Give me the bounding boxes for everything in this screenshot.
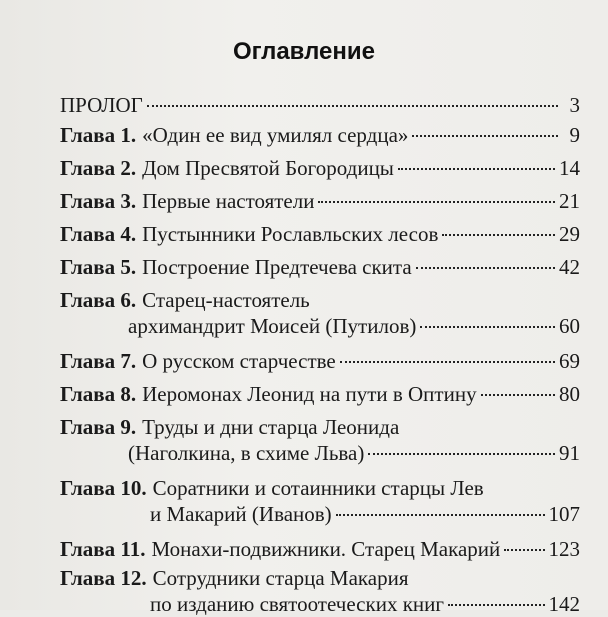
chapter-page: 142 — [548, 592, 580, 616]
toc-entry — [60, 348, 580, 374]
dot-leader — [340, 361, 555, 363]
chapter-title-continued: (Наголкина, в схиме Льва) — [128, 441, 365, 465]
chapter-number: Глава 4. — [60, 222, 137, 246]
toc-entry-page: 3 — [569, 93, 580, 117]
chapter-title-continued: по изданию святоотеческих книг — [150, 592, 444, 616]
dot-leader — [448, 604, 545, 606]
toc-entry — [60, 475, 580, 527]
toc-entry — [60, 287, 580, 339]
toc-entry — [60, 155, 580, 181]
chapter-number: Глава 1. — [60, 123, 137, 147]
chapter-title: Первые настоятели — [142, 189, 315, 213]
dot-leader — [398, 168, 555, 170]
toc-entry-title: ПРОЛОГ — [60, 93, 143, 117]
toc-entry — [60, 565, 580, 617]
toc-entry — [60, 414, 580, 466]
chapter-page: 80 — [559, 382, 580, 406]
dot-leader — [416, 267, 555, 269]
chapter-title: Дом Пресвятой Богородицы — [142, 156, 394, 180]
chapter-page: 107 — [548, 502, 580, 526]
chapter-page: 91 — [559, 441, 580, 465]
chapter-number: Глава 12. — [60, 566, 147, 590]
chapter-title-continued: и Макарий (Иванов) — [150, 502, 332, 526]
chapter-number: Глава 8. — [60, 382, 137, 406]
chapter-number: Глава 6. — [60, 288, 137, 312]
dot-leader — [420, 326, 555, 328]
dot-leader — [481, 394, 555, 396]
toc-entry — [60, 381, 580, 407]
toc-entry-prologue — [60, 92, 580, 118]
chapter-title: Монахи-подвижники. Старец Макарий — [151, 537, 501, 561]
dot-leader — [336, 514, 545, 516]
chapter-number: Глава 7. — [60, 349, 137, 373]
dot-leader — [504, 549, 544, 551]
chapter-title-continued: архимандрит Моисей (Путилов) — [128, 314, 417, 338]
chapter-title: «Один ее вид умилял сердца» — [142, 123, 409, 147]
chapter-page: 14 — [559, 156, 580, 180]
chapter-title: Соратники и сотаинники старцы Лев — [152, 476, 484, 500]
page-title: Оглавление — [233, 38, 375, 65]
chapter-page: 123 — [548, 537, 580, 561]
chapter-number: Глава 5. — [60, 255, 137, 279]
toc-entry — [60, 254, 580, 280]
chapter-page: 42 — [559, 255, 580, 279]
toc-entry — [60, 122, 580, 148]
chapter-title: Старец-настоятель — [142, 288, 310, 312]
chapter-page: 69 — [559, 349, 580, 373]
chapter-title: Пустынники Рославльских лесов — [142, 222, 439, 246]
toc-entry — [60, 536, 580, 562]
dot-leader — [318, 201, 555, 203]
chapter-title: Построение Предтечева скита — [142, 255, 412, 279]
chapter-page: 21 — [559, 189, 580, 213]
chapter-page: 29 — [559, 222, 580, 246]
chapter-number: Глава 10. — [60, 476, 147, 500]
chapter-number: Глава 3. — [60, 189, 137, 213]
dot-leader — [368, 453, 555, 455]
dot-leader — [147, 105, 558, 107]
chapter-number: Глава 11. — [60, 537, 146, 561]
toc-entry — [60, 188, 580, 214]
chapter-title: Труды и дни старца Леонида — [142, 415, 400, 439]
toc-entry — [60, 221, 580, 247]
chapter-page: 60 — [559, 314, 580, 338]
chapter-number: Глава 9. — [60, 415, 137, 439]
chapter-page: 9 — [569, 123, 580, 147]
chapter-title: Сотрудники старца Макария — [152, 566, 409, 590]
chapter-title: Иеромонах Леонид на пути в Оптину — [142, 382, 477, 406]
dot-leader — [412, 135, 558, 137]
chapter-number: Глава 2. — [60, 156, 137, 180]
chapter-title: О русском старчестве — [142, 349, 336, 373]
dot-leader — [442, 234, 555, 236]
